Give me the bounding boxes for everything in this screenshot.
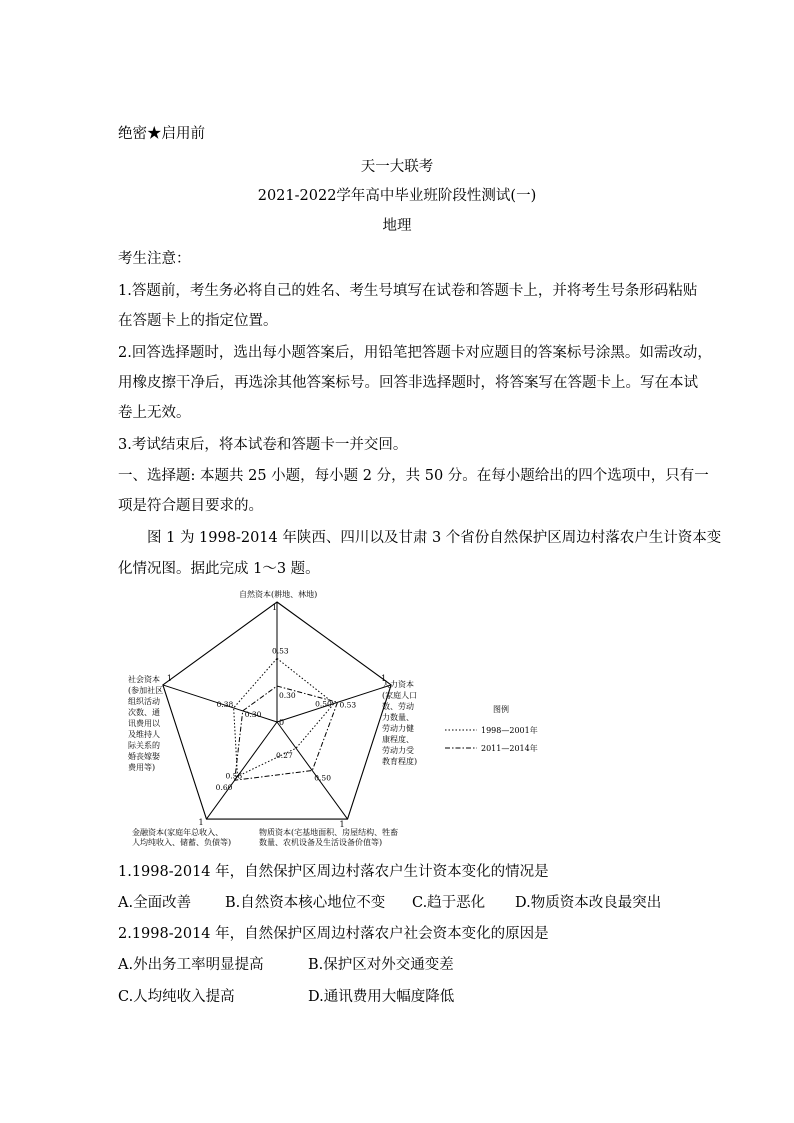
secret-mark: 绝密★启用前 bbox=[118, 126, 205, 142]
axis-label-5: 社会资本(参加社区组织活动次数、通讯费用以及维持人际关系的婚丧嫁娶费用等) bbox=[128, 675, 164, 772]
data-label-s2-5: 0.30 bbox=[244, 709, 262, 719]
question-1-option-c[interactable]: C.趋于恶化 bbox=[412, 895, 486, 911]
axis-label-2: 人力资本(家庭人口数、劳动力数量、劳动力健康程度、劳动力受教育程度) bbox=[382, 680, 418, 766]
question-2-option-d[interactable]: D.通讯费用大幅度降低 bbox=[308, 989, 455, 1005]
data-label-s2-4: 0.60 bbox=[215, 783, 233, 793]
chart-legend bbox=[445, 704, 538, 753]
data-label-s2-3: 0.50 bbox=[314, 773, 331, 783]
section-heading: 一、选择题: 本题共 25 小题，每小题 2 分，共 50 分。在每小题给出的四个选项中，只有一 bbox=[118, 468, 709, 484]
notice-line: 1.答题前，考生务必将自己的姓名、考生号填写在试卷和答题卡上，并将考生号条形码粘贴 bbox=[118, 283, 698, 299]
exam-org: 天一大联考 bbox=[360, 159, 434, 175]
axis-max-label-4: 1 bbox=[198, 818, 204, 828]
axis-max-label-1: 1 bbox=[272, 603, 278, 612]
radar-axis-3 bbox=[277, 722, 348, 819]
radar-chart bbox=[118, 585, 588, 850]
legend-label-2011-2014: 2011—2014年 bbox=[481, 744, 538, 753]
data-label-s2-1: 0.30 bbox=[279, 691, 296, 700]
notice-line: 卷上无效。 bbox=[118, 405, 191, 421]
question-2-option-b[interactable]: B.保护区对外交通变差 bbox=[308, 957, 454, 973]
section-heading: 项是符合题目要求的。 bbox=[118, 498, 263, 514]
exam-subject: 地理 bbox=[382, 218, 412, 234]
radar-center-label: 0 bbox=[279, 718, 285, 727]
data-label-s1-2: 0.50 bbox=[315, 699, 332, 709]
data-label-s1-5: 0.38 bbox=[216, 699, 234, 709]
question-2-stem: 2.1998-2014 年，自然保护区周边村落农户社会资本变化的原因是 bbox=[118, 926, 549, 942]
data-label-s1-4: 0.56 bbox=[225, 771, 243, 781]
notice-title: 考生注意： bbox=[118, 251, 191, 267]
exam-title: 2021-2022学年高中毕业班阶段性测试(一) bbox=[257, 188, 537, 204]
figure-intro: 图 1 为 1998-2014 年陕西、四川以及甘肃 3 个省份自然保护区周边村落农户生计资本变 bbox=[147, 530, 722, 546]
axis-label-3: 物质资本(宅基地面积、房屋结构、牲畜数量、农机设备及生活设备价值等) bbox=[259, 828, 399, 847]
axis-max-label-3: 1 bbox=[339, 820, 345, 830]
axis-max-label-5: 1 bbox=[166, 673, 172, 683]
notice-line: 用橡皮擦干净后，再选涂其他答案标号。回答非选择题时，将答案写在答题卡上。写在本试 bbox=[118, 375, 698, 391]
question-1-option-a[interactable]: A.全面改善 bbox=[118, 895, 192, 911]
notice-line: 3.考试结束后，将本试卷和答题卡一并交回。 bbox=[118, 437, 408, 453]
question-2-option-a[interactable]: A.外出务工率明显提高 bbox=[118, 957, 264, 973]
notice-line: 2.回答选择题时，选出每小题答案后，用铅笔把答题卡对应题目的答案标号涂黑。如需改动， bbox=[118, 345, 712, 361]
question-1-option-d[interactable]: D.物质资本改良最突出 bbox=[515, 895, 662, 911]
question-1-stem: 1.1998-2014 年，自然保护区周边村落农户生计资本变化的情况是 bbox=[118, 864, 549, 880]
legend-label-1998-2001: 1998—2001年 bbox=[481, 726, 538, 735]
axis-label-1: 自然资本(耕地、林地) bbox=[239, 590, 318, 599]
axis-label-4: 金融资本(家庭年总收入、人均纯收入、储蓄、负债等) bbox=[132, 828, 232, 847]
data-label-s1-3: 0.27 bbox=[276, 751, 293, 761]
data-label-s1-1: 0.53 bbox=[272, 646, 289, 656]
legend-title: 图例 bbox=[493, 705, 509, 714]
question-1-option-b[interactable]: B.自然资本核心地位不变 bbox=[225, 895, 386, 911]
notice-line: 在答题卡上的指定位置。 bbox=[118, 313, 278, 329]
axis-max-label-2: 1 bbox=[381, 673, 387, 683]
question-2-option-c[interactable]: C.人均纯收入提高 bbox=[118, 989, 235, 1005]
figure-intro: 化情况图。据此完成 1～3 题。 bbox=[118, 561, 320, 577]
data-label-s2-2: 0.53 bbox=[339, 700, 357, 710]
